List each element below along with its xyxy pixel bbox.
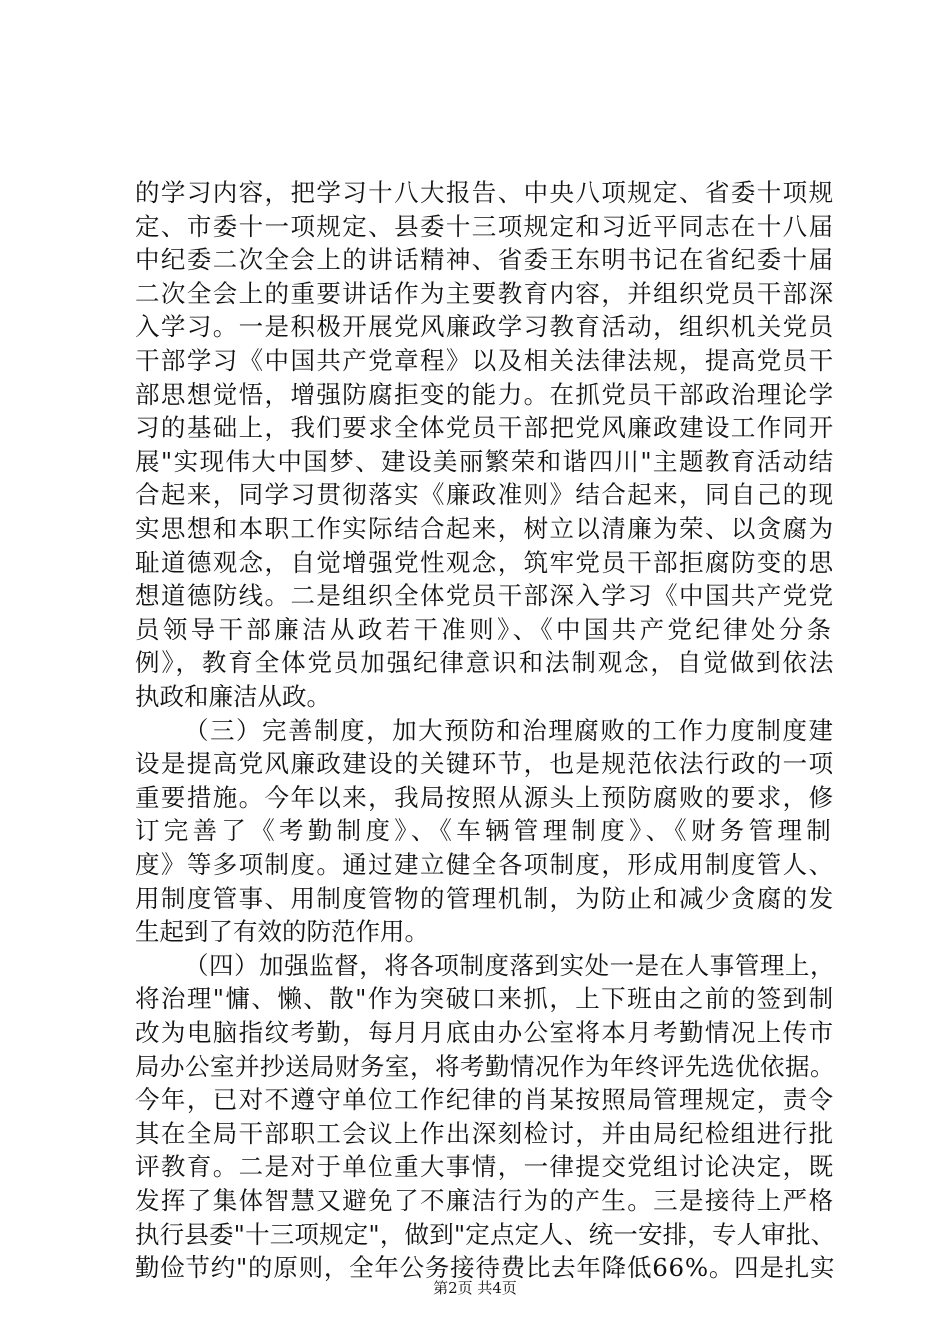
text-line: 生起到了有效的防范作用。 <box>135 917 429 947</box>
text-line: 耻道德观念，自觉增强党性观念，筑牢党员干部拒腐防变的思 <box>135 547 835 577</box>
text-line: 二次全会上的重要讲话作为主要教育内容，并组织党员干部深 <box>135 278 835 308</box>
text-line: 订完善了《考勤制度》、《车辆管理制度》、《财务管理制 <box>135 816 835 846</box>
text-line: 用制度管事、用制度管物的管理机制，为防止和减少贪腐的发 <box>135 883 835 913</box>
text-line: 度》等多项制度。通过建立健全各项制度，形成用制度管人、 <box>135 850 835 879</box>
text-line: 设是提高党风廉政建设的关键环节，也是规范依法行政的一项 <box>135 749 835 779</box>
text-line: 例》，教育全体党员加强纪律意识和法制观念，自觉做到依法 <box>135 648 836 678</box>
text-line: 执政和廉洁从政。 <box>135 682 331 711</box>
text-line: 今年，已对不遵守单位工作纪律的肖某按照局管理规定，责令 <box>135 1085 835 1115</box>
text-line: 干部学习《中国共产党章程》以及相关法律法规，提高党员干 <box>135 346 835 375</box>
text-line: （四）加强监督，将各项制度落到实处一是在人事管理上， <box>184 950 835 980</box>
text-line: 实思想和本职工作实际结合起来，树立以清廉为荣、以贪腐为 <box>135 514 835 543</box>
text-line: 入学习。一是积极开展党风廉政学习教育活动，组织机关党员 <box>135 312 835 342</box>
text-line: 其在全局干部职工会议上作出深刻检讨，并由局纪检组进行批 <box>135 1118 835 1148</box>
text-line: 勤俭节约"的原则，全年公务接待费比去年降低66%。四是扎实 <box>135 1253 836 1283</box>
text-line: 改为电脑指纹考勤，每月月底由办公室将本月考勤情况上传市 <box>135 1018 835 1047</box>
text-line: 习的基础上，我们要求全体党员干部把党风廉政建设工作同开 <box>135 413 835 443</box>
text-line: 发挥了集体智慧又避免了不廉洁行为的产生。三是接待上严格 <box>135 1186 835 1215</box>
page-footer: 第2页 共4页 <box>433 1279 517 1297</box>
text-line: 局办公室并抄送局财务室，将考勤情况作为年终评先选优依据。 <box>135 1051 835 1081</box>
text-line: 的学习内容，把学习十八大报告、中央八项规定、省委十项规 <box>135 178 835 207</box>
text-line: 定、市委十一项规定、县委十三项规定和习近平同志在十八届 <box>135 211 835 241</box>
text-line: 员领导干部廉洁从政若干准则》、《中国共产党纪律处分条 <box>135 614 835 644</box>
text-line: 执行县委"十三项规定"，做到"定点定人、统一安排，专人审批、 <box>135 1219 836 1249</box>
text-line: 中纪委二次全会上的讲话精神、省委王东明书记在省纪委十届 <box>135 245 835 275</box>
text-line: 评教育。二是对于单位重大事情，一律提交党组讨论决定，既 <box>135 1152 835 1182</box>
text-line: （三）完善制度，加大预防和治理腐败的工作力度制度建 <box>184 715 835 745</box>
text-line: 合起来，同学习贯彻落实《廉政准则》结合起来，同自己的现 <box>135 480 835 510</box>
text-line: 重要措施。今年以来，我局按照从源头上预防腐败的要求，修 <box>135 782 835 812</box>
text-line: 将治理"慵、懒、散"作为突破口来抓，上下班由之前的签到制 <box>135 984 835 1014</box>
text-line: 展"实现伟大中国梦、建设美丽繁荣和谐四川"主题教育活动结 <box>135 446 835 476</box>
text-line: 部思想觉悟，增强防腐拒变的能力。在抓党员干部政治理论学 <box>135 379 835 409</box>
text-line: 想道德防线。二是组织全体党员干部深入学习《中国共产党党 <box>135 581 835 611</box>
